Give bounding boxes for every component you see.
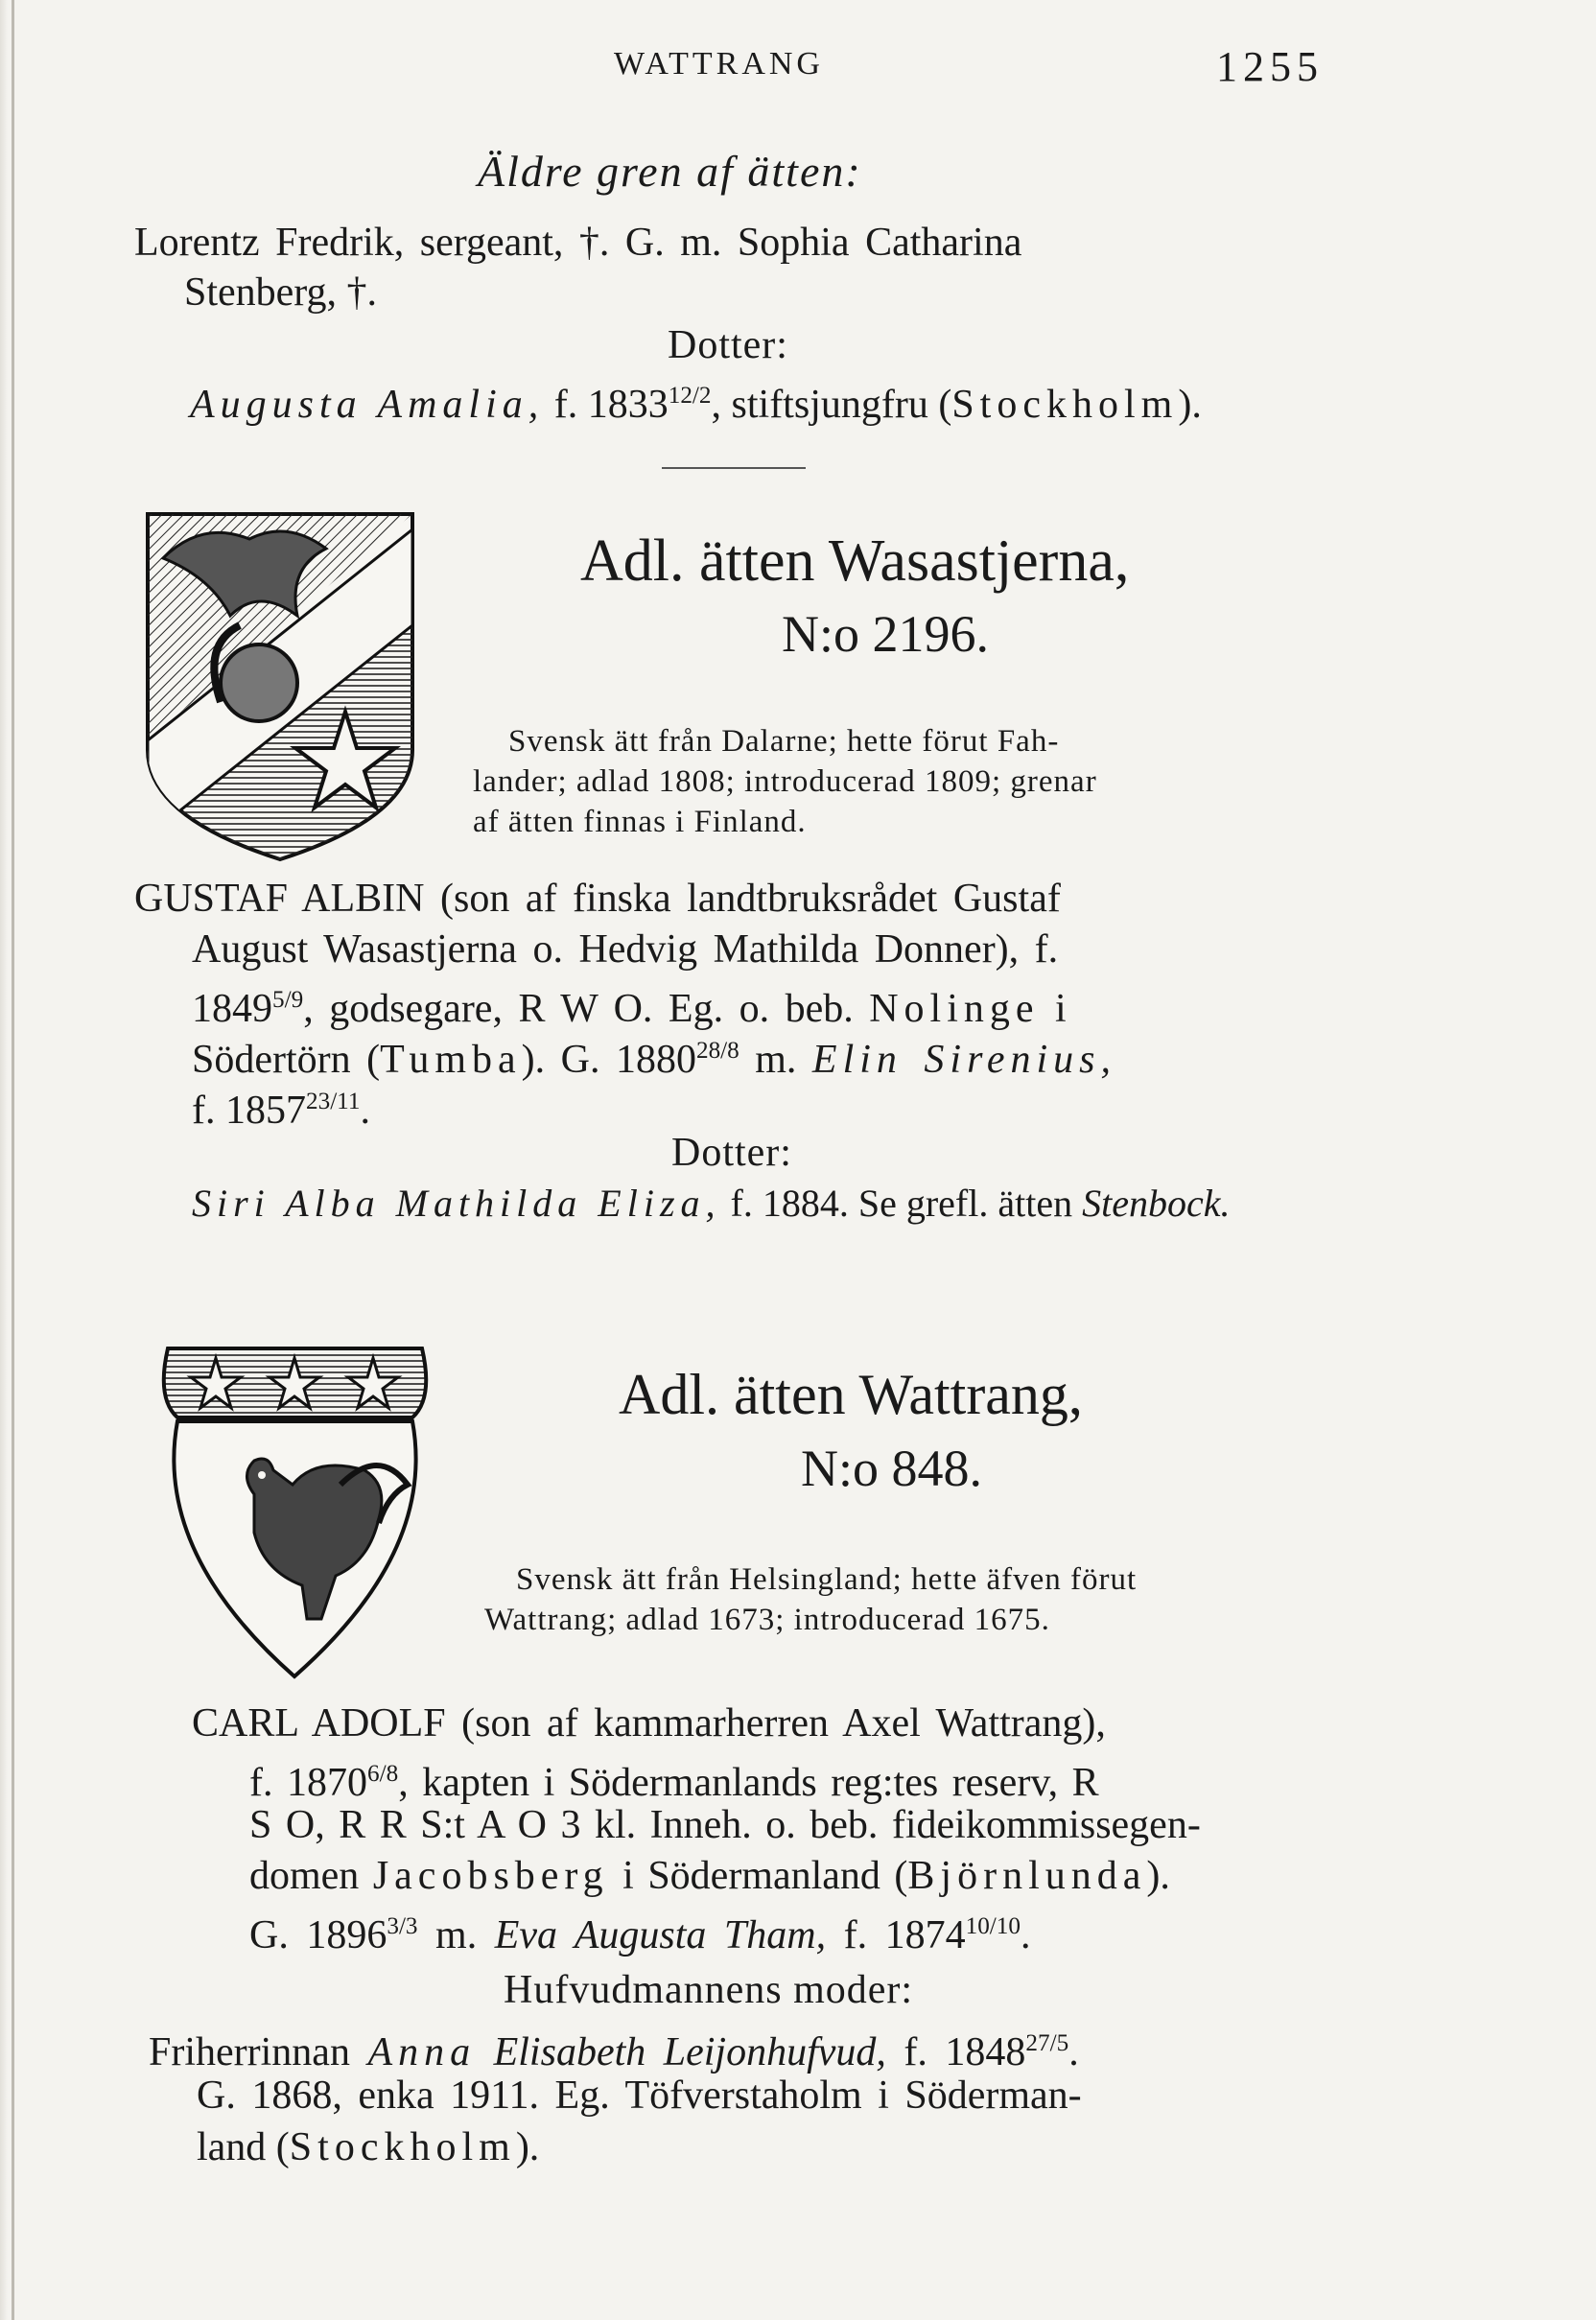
wasastjerna-desc-line: Svensk ätt från Dalarne; hette förut Fah- bbox=[508, 724, 1060, 759]
date-fraction: 23/11 bbox=[306, 1089, 361, 1114]
entry-line: Lorentz Fredrik, sergeant, †. G. m. Sophia Catharina bbox=[134, 221, 1022, 265]
running-header: WATTRANG bbox=[614, 46, 824, 82]
text-run: f. 1884. Se grefl. ätten bbox=[730, 1182, 1073, 1225]
wattrang-title-text: Adl. ätten Wattrang, bbox=[619, 1363, 1083, 1426]
date-fraction: 10/10 bbox=[965, 1913, 1021, 1939]
date-fraction: 6/8 bbox=[367, 1761, 399, 1787]
wasastjerna-desc-line: af ätten finnas i Finland. bbox=[473, 805, 807, 839]
text-run: f. 1848 bbox=[904, 2030, 1026, 2074]
text-run: G. 1896 bbox=[249, 1913, 387, 1957]
entry-line bbox=[249, 1903, 1030, 1959]
place-name: Tumba bbox=[380, 1038, 522, 1082]
entry-line bbox=[192, 1027, 1116, 1084]
daughter-entry bbox=[190, 372, 1202, 429]
mother-label: Hufvudmannens moder: bbox=[504, 1968, 914, 2012]
daughter-rest: , stiftsjungfru ( bbox=[711, 383, 952, 427]
daughter-born: f. 1833 bbox=[553, 383, 669, 427]
person-name: Elisabeth Leijonhufvud, bbox=[493, 2030, 886, 2074]
dotter-label: Dotter: bbox=[671, 1131, 792, 1175]
text-run: Södertörn ( bbox=[192, 1038, 381, 1082]
text-run: domen bbox=[249, 1854, 360, 1898]
entry-line: Stenberg, †. bbox=[184, 270, 378, 315]
section-divider bbox=[662, 467, 806, 469]
spouse-name: Eva Augusta Tham, bbox=[494, 1913, 827, 1957]
entry-line: G. 1868, enka 1911. Eg. Töfverstaholm i Söderman- bbox=[197, 2074, 1082, 2118]
daughter-place: Stockholm bbox=[951, 383, 1179, 427]
page-number: 1255 bbox=[1216, 43, 1324, 90]
section-heading-elder-branch: Äldre gren af ätten: bbox=[478, 147, 862, 196]
wasastjerna-desc-line: lander; adlad 1808; introducerad 1809; grenar bbox=[473, 764, 1097, 799]
text-run: i Södermanland ( bbox=[622, 1854, 908, 1898]
entry-line bbox=[149, 2020, 1079, 2076]
text-run: , kapten i Södermanlands reg:tes reserv, R bbox=[398, 1761, 1099, 1805]
spouse-name: Elin Sirenius, bbox=[811, 1038, 1117, 1082]
entry-line: GUSTAF ALBIN (son af finska landtbruksrådet Gustaf bbox=[134, 877, 1061, 921]
text-run: i bbox=[1055, 987, 1067, 1031]
daughter-date: 12/2 bbox=[668, 383, 712, 409]
entry-line bbox=[249, 1750, 1099, 1807]
text-run: . bbox=[1020, 1913, 1031, 1957]
text-run: Friherrinnan bbox=[149, 2030, 350, 2074]
entry-line: S O, R R S:t A O 3 kl. Inneh. o. beb. fideikommissegen- bbox=[249, 1803, 1201, 1847]
entry-line bbox=[249, 1852, 1170, 1900]
wattrang-desc-line: Wattrang; adlad 1673; introducerad 1675. bbox=[484, 1603, 1050, 1637]
date-fraction: 5/9 bbox=[272, 987, 304, 1013]
text-run: . bbox=[360, 1089, 370, 1133]
wasastjerna-title bbox=[580, 527, 1129, 596]
text-run: f. 1874 bbox=[843, 1913, 966, 1957]
date-fraction: 27/5 bbox=[1025, 2030, 1069, 2056]
place-name: Björnlunda bbox=[907, 1854, 1147, 1898]
entry-line bbox=[192, 1078, 370, 1135]
wattrang-title bbox=[619, 1362, 1083, 1428]
entry-line: August Wasastjerna o. Hedvig Mathilda Donner), f. bbox=[192, 927, 1059, 972]
daughter-name: Siri Alba Mathilda Eliza, bbox=[192, 1182, 721, 1225]
wattrang-coat-of-arms-icon bbox=[149, 1341, 441, 1681]
text-run: m. bbox=[755, 1038, 797, 1082]
daughter-entry bbox=[192, 1180, 1230, 1228]
page-edge-line bbox=[12, 0, 14, 2320]
text-run: ). bbox=[1146, 1854, 1170, 1898]
entry-line: CARL ADOLF (son af kammarherren Axel Wattrang), bbox=[192, 1701, 1106, 1746]
daughter-name: Augusta Amalia, bbox=[190, 383, 545, 427]
text-run: . bbox=[1068, 2030, 1079, 2074]
wasastjerna-coat-of-arms-icon bbox=[144, 510, 417, 865]
page-edge-shadow bbox=[0, 0, 8, 2320]
text-run: ). G. 1880 bbox=[521, 1038, 696, 1082]
place-name: Stockholm bbox=[289, 2125, 516, 2169]
date-fraction: 28/8 bbox=[695, 1038, 739, 1064]
wasastjerna-title-text: Adl. ätten Wasastjerna, bbox=[580, 528, 1130, 594]
text-run: 1849 bbox=[192, 987, 272, 1031]
cross-reference: Stenbock. bbox=[1082, 1182, 1231, 1225]
entry-line bbox=[197, 2123, 539, 2171]
text-run: f. 1870 bbox=[249, 1761, 367, 1805]
text-run: f. 1857 bbox=[192, 1089, 306, 1133]
wattrang-desc-line: Svensk ätt från Helsingland; hette äfven förut bbox=[516, 1562, 1138, 1597]
text-run: , godsegare, R W O. Eg. o. beb. bbox=[303, 987, 854, 1031]
person-name: Anna bbox=[367, 2030, 477, 2074]
entry-line bbox=[192, 976, 1067, 1033]
text-run: ). bbox=[515, 2125, 540, 2169]
wasastjerna-number: N:o 2196. bbox=[782, 605, 989, 663]
text-run: land ( bbox=[197, 2125, 290, 2169]
date-fraction: 3/3 bbox=[387, 1913, 418, 1939]
daughter-end: ). bbox=[1178, 383, 1202, 427]
place-name: Jacobsberg bbox=[372, 1854, 609, 1898]
dotter-label: Dotter: bbox=[668, 323, 788, 367]
place-name: Nolinge bbox=[869, 987, 1040, 1031]
wattrang-number: N:o 848. bbox=[801, 1440, 982, 1497]
text-run: m. bbox=[435, 1913, 478, 1957]
